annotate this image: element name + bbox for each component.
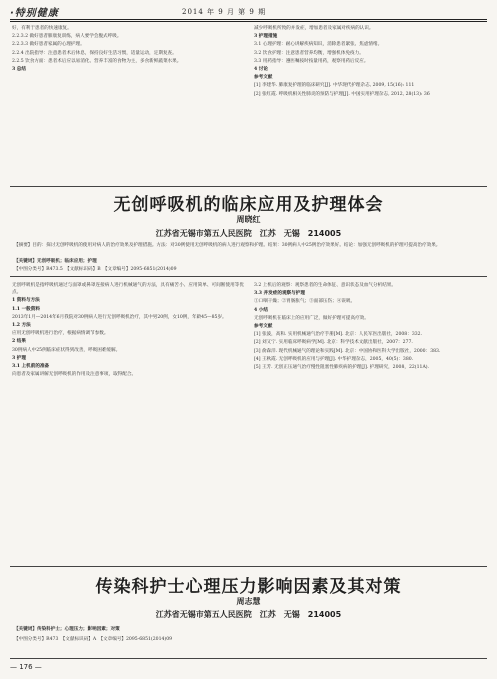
reference-item: [2] 刘又宁. 实用临床呼吸病学[M]. 北京：科学技术文献出版社，2007：277. — [254, 340, 413, 346]
text-paragraph: 30例病人中25例临床症状得到改善，呼吸困难缓解。 — [12, 347, 121, 353]
section-heading: 1 资料与方法 — [12, 298, 40, 304]
text-paragraph: 减少呼吸机所致的并发症，增加患者及家属对疾病的认识。 — [254, 26, 374, 31]
article-keywords: 【关键词】传染科护士；心理压力；影响因素；对策 — [14, 627, 120, 632]
article-classification: 【中图分类号】R473.5 【文献标识码】B 【文章编号】2095-6851(2014)09 — [14, 267, 177, 272]
header-rule-thin — [10, 21, 487, 22]
article-separator — [10, 566, 487, 567]
text-paragraph: 无创呼吸机是指呼吸机通过与面罩或鼻罩连接病人进行机械通气的方法，具有痛苦小、应用简单、可间断使用等优点。 — [12, 283, 244, 296]
article-classification: 【中图分类号】R473 【文献标识码】A 【文章编号】2095-6851(2014)09 — [14, 637, 173, 642]
page-header — [10, 4, 487, 18]
article-right-column — [254, 282, 486, 562]
text-paragraph: 应用无创呼吸机进行治疗，根据病情调节参数。 — [12, 331, 109, 337]
reference-item: [4] 王秋霞. 无创呼吸机的应用与护理[J]. 中华护理杂志，2005，40(5)：380. — [254, 356, 414, 362]
article-title: 无创呼吸机的临床应用及护理体会 — [113, 195, 384, 215]
section-heading: 1.1 一般资料 — [12, 306, 40, 312]
text-paragraph: 无创呼吸机在临床上的应用广泛，做好护理可提高疗效。 — [254, 315, 369, 321]
page-number: — 176 — — [10, 663, 42, 671]
references-title: 参考文献 — [254, 324, 273, 330]
reference-item: [5] 王芳. 无创正压通气治疗慢性阻塞性肺疾病的护理[J]. 护理研究，2008，22(11A). — [254, 365, 430, 371]
reference-item: [2] 张红霞. 呼吸机相关性肺炎的预防与护理[J]. 中国实用护理杂志, 2012, 28(13): 36 — [254, 91, 430, 97]
section-heading: 1.2 方法 — [12, 323, 31, 329]
prev-article-left-column — [12, 25, 244, 182]
reference-item: [1] 李建华. 肺康复护理的临床研究[J]. 中华现代护理杂志, 2009, 15(16): 111 — [254, 83, 415, 89]
article-author: 周志慧 — [236, 597, 261, 606]
article-title: 传染科护士心理压力影响因素及其对策 — [95, 577, 402, 597]
references-title: 参考文献 — [254, 75, 273, 81]
journal-name: ·特别健康 — [10, 8, 59, 19]
text-paragraph: 2.2.3.2 做好患者肺康复训练，病人要学会腹式呼吸。 — [12, 34, 122, 40]
text-paragraph: 3.1 心理护理：耐心讲解疾病知识，消除患者紧张、焦虑情绪。 — [254, 42, 383, 48]
text-paragraph: 2.2.4 出院指导：注意患者术后休息，保持良好生活习惯，适量运动，定期复查。 — [12, 50, 177, 56]
text-paragraph: 3.3 用药指导：遵医嘱按时按量用药，观察用药后反应。 — [254, 58, 369, 64]
section-heading: 3.1 上机前的准备 — [12, 364, 50, 370]
text-paragraph: 2013年1月—2014年6月我院对30例病人进行无创呼吸机治疗，其中男20例，女10例，年龄45—85岁。 — [12, 314, 227, 320]
reference-item: [1] 张波，高和. 实用机械通气治疗手册[M]. 北京：人民军医出版社，2008：332. — [254, 332, 423, 338]
section-heading: 3.3 并发症的观察与护理 — [254, 291, 305, 297]
text-paragraph: 好，有利于患者的快速康复。 — [12, 26, 72, 31]
text-paragraph: 向患者及家属讲解无创呼吸机的作用及注意事项，取得配合。 — [12, 372, 137, 378]
article-separator — [10, 186, 487, 187]
text-paragraph: ①口咽干燥；②胃肠胀气；③面部压伤；④误吸。 — [254, 299, 356, 305]
section-heading: 3 护理措施 — [254, 34, 278, 40]
text-paragraph: 2.2.3.3 做好患者家属的心理护理。 — [12, 42, 85, 48]
issue-info: 2014 年 9 月 第 9 期 — [182, 8, 267, 16]
article-keywords: 【关键词】无创呼吸机；临床应用；护理 — [14, 259, 97, 264]
section-heading: 2 结果 — [12, 339, 26, 345]
section-heading: 4 小结 — [254, 307, 268, 313]
article-author: 周晓红 — [236, 215, 261, 224]
text-paragraph: 2.2.5 饮食方面：患者术后应以易消化、营养丰富的食物为主，多食新鲜蔬菜水果。 — [12, 58, 182, 64]
abstract-separator — [10, 276, 487, 277]
text-paragraph: 3.2 饮食护理：注意患者营养均衡，增强机体免疫力。 — [254, 50, 364, 56]
footer-rule — [10, 658, 487, 659]
reference-item: [3] 俞森洋. 现代机械通气的理论和实践[M]. 北京：中国协和医科大学出版社，2000：383. — [254, 348, 441, 354]
article-affiliation: 江苏省无锡市第五人民医院 江苏 无锡 214005 — [155, 610, 342, 619]
prev-article-right-column — [254, 25, 486, 182]
section-heading: 3 总结 — [12, 67, 26, 73]
header-rule — [10, 19, 487, 20]
article-affiliation: 江苏省无锡市第五人民医院 江苏 无锡 214005 — [155, 229, 342, 238]
article-abstract: 【摘要】目的：探讨无创呼吸机的使用对病人的治疗效果及护理措施。方法：对30例使用无创呼吸机的病人进行观察和护理。结果：30例病人中25例治疗效果好。结论：加强无创呼吸机的护理可提高治疗效果。 — [14, 243, 441, 248]
article-left-column — [12, 282, 244, 562]
section-heading: 4 讨论 — [254, 67, 268, 73]
section-heading: 3 护理 — [12, 355, 26, 361]
text-paragraph: 3.2 上机后的观察：观察患者的生命体征、意识状态及血气分析结果。 — [254, 283, 396, 288]
